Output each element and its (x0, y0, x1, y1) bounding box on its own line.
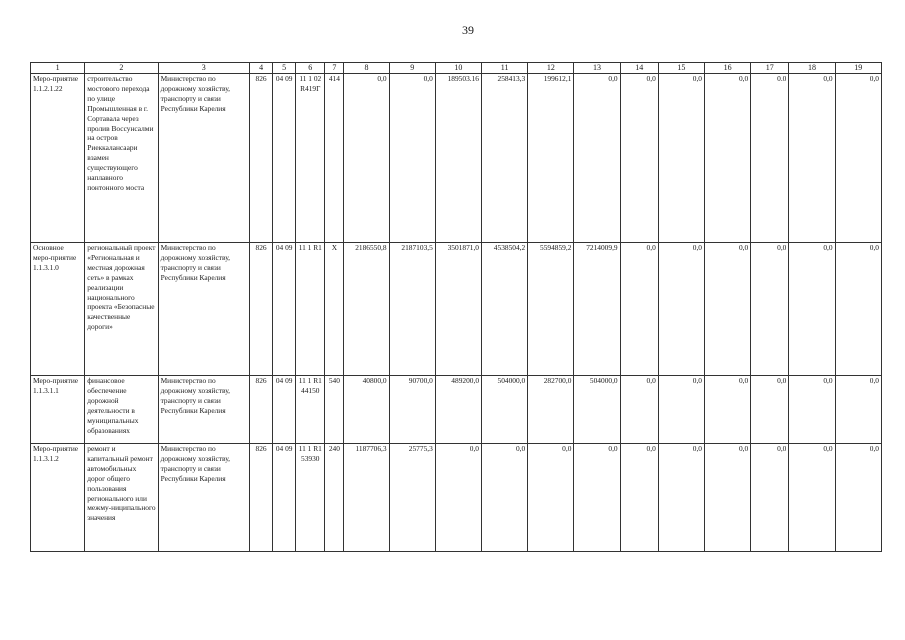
amount-cell: 0,0 (835, 74, 881, 243)
amount-cell: 4538504,2 (482, 243, 528, 376)
grbs-cell: 826 (250, 444, 273, 552)
vr-cell: X (325, 243, 344, 376)
amount-cell: 7214009,9 (574, 243, 620, 376)
column-header: 15 (658, 63, 704, 74)
table-row (31, 243, 882, 376)
amount-cell: 0,0 (344, 74, 389, 243)
csr-cell: 11 1 R1 (296, 243, 325, 376)
amount-cell: 0,0 (435, 444, 481, 552)
grbs-cell: 826 (250, 376, 273, 444)
amount-cell: 199612,1 (528, 74, 574, 243)
item-description-cell: региональный проект «Региональная и местная дорожная сеть» в рамках реализации национального проекта «Безопасные качественные дороги» (85, 243, 158, 376)
amount-cell: 0,0 (789, 243, 835, 376)
column-header: 7 (325, 63, 344, 74)
rzpr-cell: 04 09 (273, 444, 296, 552)
amount-cell: 0,0 (658, 243, 704, 376)
vr-cell: 414 (325, 74, 344, 243)
column-header: 6 (296, 63, 325, 74)
column-header: 2 (85, 63, 158, 74)
amount-cell: 189503.16 (435, 74, 481, 243)
amount-cell: 0,0 (751, 444, 789, 552)
column-header: 19 (835, 63, 881, 74)
amount-cell: 0,0 (658, 444, 704, 552)
amount-cell: 0,0 (751, 376, 789, 444)
amount-cell: 0,0 (789, 444, 835, 552)
table-row (31, 444, 882, 552)
amount-cell: 0,0 (574, 444, 620, 552)
amount-cell: 0,0 (574, 74, 620, 243)
column-header: 17 (751, 63, 789, 74)
budget-table (30, 62, 882, 552)
amount-cell: 0,0 (705, 243, 751, 376)
column-header: 4 (250, 63, 273, 74)
amount-cell: 0,0 (620, 376, 658, 444)
amount-cell: 3501871,0 (435, 243, 481, 376)
item-code-cell: Основное меро-приятие 1.1.3.1.0 (31, 243, 85, 376)
table-row (31, 74, 882, 243)
column-header: 9 (389, 63, 435, 74)
amount-cell: 0,0 (789, 376, 835, 444)
column-header: 18 (789, 63, 835, 74)
csr-cell: 11 1 02 R419Г (296, 74, 325, 243)
table-row (31, 376, 882, 444)
grbs-cell: 826 (250, 74, 273, 243)
item-code-cell: Меро-приятие 1.1.3.1.2 (31, 444, 85, 552)
amount-cell: 0,0 (705, 444, 751, 552)
amount-cell: 90700,0 (389, 376, 435, 444)
amount-cell: 2186550,8 (344, 243, 389, 376)
responsible-cell: Министерство по дорожному хозяйству, транспорту и связи Республики Карелия (158, 243, 249, 376)
responsible-cell: Министерство по дорожному хозяйству, транспорту и связи Республики Карелия (158, 376, 249, 444)
page-number: 39 (462, 23, 474, 37)
amount-cell: 0,0 (389, 74, 435, 243)
amount-cell: 504000,0 (482, 376, 528, 444)
amount-cell: 25775,3 (389, 444, 435, 552)
amount-cell: 0,0 (482, 444, 528, 552)
column-header: 12 (528, 63, 574, 74)
item-code-cell: Меро-приятие 1.1.2.1.22 (31, 74, 85, 243)
column-header: 13 (574, 63, 620, 74)
column-header: 5 (273, 63, 296, 74)
item-description-cell: строительство мостового перехода по улице Промышленная в г. Сортавала через пролив Воссунсалми на остров Риеккалансаари взамен существующего наплавного понтонного моста (85, 74, 158, 243)
column-header: 14 (620, 63, 658, 74)
vr-cell: 540 (325, 376, 344, 444)
column-header: 11 (482, 63, 528, 74)
amount-cell: 0,0 (835, 376, 881, 444)
column-header: 3 (158, 63, 249, 74)
amount-cell: 282700,0 (528, 376, 574, 444)
amount-cell: 0,0 (705, 376, 751, 444)
amount-cell: 0,0 (620, 243, 658, 376)
amount-cell: 0,0 (789, 74, 835, 243)
column-header: 16 (705, 63, 751, 74)
amount-cell: 0,0 (620, 444, 658, 552)
amount-cell: 40800,0 (344, 376, 389, 444)
responsible-cell: Министерство по дорожному хозяйству, транспорту и связи Республики Карелия (158, 444, 249, 552)
csr-cell: 11 1 R1 44150 (296, 376, 325, 444)
amount-cell: 0,0 (835, 444, 881, 552)
amount-cell: 1187706,3 (344, 444, 389, 552)
amount-cell: 0,0 (751, 243, 789, 376)
rzpr-cell: 04 09 (273, 74, 296, 243)
amount-cell: 0,0 (835, 243, 881, 376)
amount-cell: 0,0 (658, 376, 704, 444)
amount-cell: 0.0 (751, 74, 789, 243)
vr-cell: 240 (325, 444, 344, 552)
rzpr-cell: 04 09 (273, 243, 296, 376)
amount-cell: 0,0 (528, 444, 574, 552)
grbs-cell: 826 (250, 243, 273, 376)
column-header: 10 (435, 63, 481, 74)
amount-cell: 5594859,2 (528, 243, 574, 376)
item-description-cell: ремонт и капитальный ремонт автомобильных дорог общего пользования регионального или межму-ниципального значения (85, 444, 158, 552)
item-code-cell: Меро-приятие 1.1.3.1.1 (31, 376, 85, 444)
item-description-cell: финансовое обеспечение дорожной деятельности в муниципальных образованиях (85, 376, 158, 444)
amount-cell: 0,0 (705, 74, 751, 243)
amount-cell: 0,0 (658, 74, 704, 243)
amount-cell: 2187103,5 (389, 243, 435, 376)
amount-cell: 489200,0 (435, 376, 481, 444)
column-header: 8 (344, 63, 389, 74)
responsible-cell: Министерство по дорожному хозяйству, транспорту и связи Республики Карелия (158, 74, 249, 243)
header-row (31, 63, 882, 74)
rzpr-cell: 04 09 (273, 376, 296, 444)
amount-cell: 0,0 (620, 74, 658, 243)
column-header: 1 (31, 63, 85, 74)
csr-cell: 11 1 R1 53930 (296, 444, 325, 552)
amount-cell: 258413,3 (482, 74, 528, 243)
amount-cell: 504000,0 (574, 376, 620, 444)
